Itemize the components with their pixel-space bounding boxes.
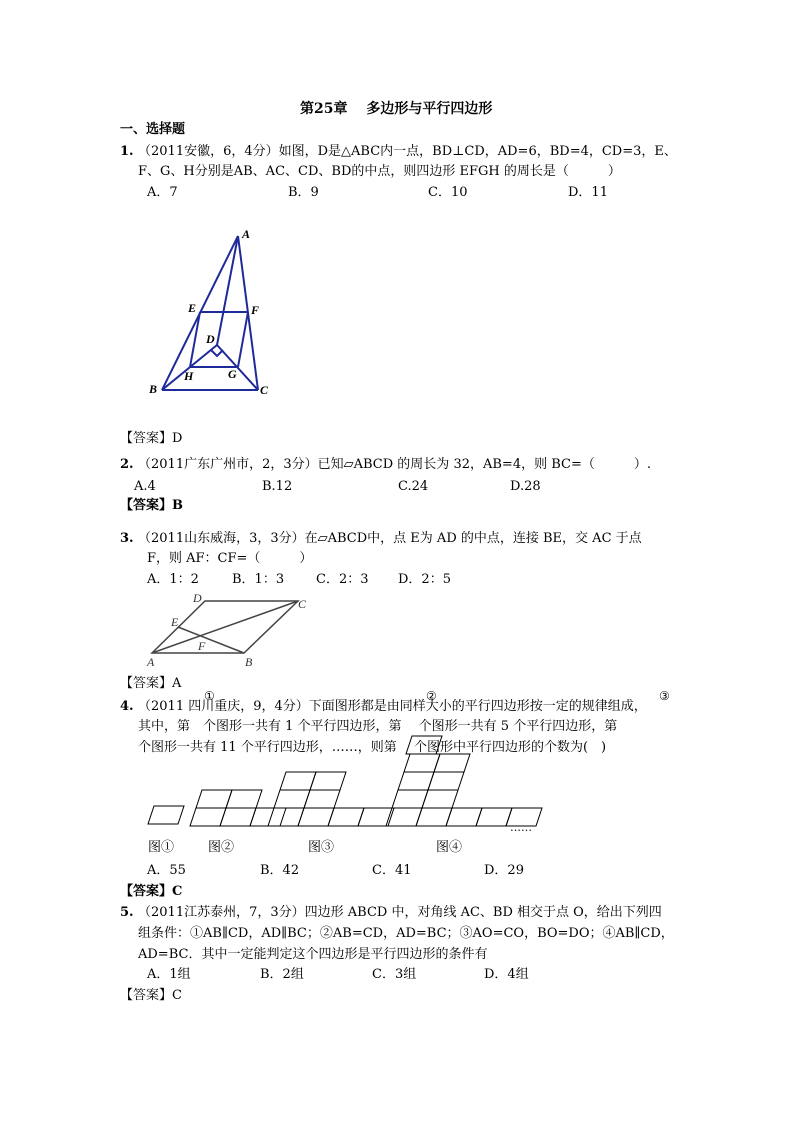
q2-answer: 【答案】B bbox=[120, 498, 183, 513]
q3-label-f: F bbox=[198, 639, 206, 653]
q3-option-c: C．2：3 bbox=[316, 572, 369, 587]
q2-option-b: B.12 bbox=[262, 479, 293, 494]
q4-answer: 【答案】C bbox=[120, 884, 183, 899]
q1-option-c: C．10 bbox=[428, 185, 468, 200]
q5-stem-line1: （2011江苏泰州，7，3分）四边形 ABCD 中，对角线 AC、BD 相交于点 O，给出下列四 bbox=[138, 905, 662, 920]
pattern-parallelogram bbox=[250, 808, 286, 826]
pattern-parallelogram bbox=[422, 790, 458, 808]
page-title: 第25章 多边形与平行四边形 bbox=[300, 101, 493, 117]
q3-option-d: D．2：5 bbox=[398, 572, 451, 587]
q1-label-a: A bbox=[242, 227, 251, 241]
q4-option-c: C．41 bbox=[372, 863, 412, 878]
q4-stem-line1: （2011 四川重庆，9，4分）下面图形都是由同样大小的平行四边形按一定的规律组成， bbox=[138, 699, 647, 714]
q4-number: 4. bbox=[120, 699, 134, 714]
q2-option-c: C.24 bbox=[398, 479, 429, 494]
q3-label-d: D bbox=[193, 591, 202, 605]
q3-stem-line1: （2011山东威海，3，3分）在▱ABCD中，点 E为 AD 的中点，连接 BE，交 AC 于点 bbox=[138, 531, 642, 546]
q1-option-a: A．7 bbox=[147, 185, 178, 200]
q4-circled-3: ③ bbox=[659, 689, 670, 703]
pattern-parallelogram bbox=[304, 790, 340, 808]
q3-option-a: A．1：2 bbox=[147, 572, 199, 587]
pattern-parallelogram bbox=[148, 806, 184, 824]
pattern-parallelogram bbox=[428, 772, 464, 790]
section-heading: 一、选择题 bbox=[120, 122, 186, 137]
pattern-parallelogram bbox=[434, 754, 470, 772]
q1-stem-line1: （2011安徽，6，4分）如图，D是△ABC内一点，BD⊥CD，AD=6，BD=4，CD=3，E、 bbox=[138, 144, 677, 159]
pattern-parallelogram bbox=[310, 772, 346, 790]
q5-number: 5. bbox=[120, 905, 134, 920]
q4-caption-3: 图③ bbox=[308, 840, 335, 855]
q4-option-a: A．55 bbox=[147, 863, 186, 878]
q4-circled-2: ② bbox=[426, 689, 437, 703]
q1-option-d: D．11 bbox=[568, 185, 608, 200]
q1-label-d: D bbox=[206, 332, 215, 346]
q4-caption-2: 图② bbox=[208, 840, 235, 855]
q3-label-c: C bbox=[298, 597, 307, 611]
q4-ellipsis: …… bbox=[510, 821, 532, 834]
q1-label-b: B bbox=[149, 382, 158, 396]
q1-label-e: E bbox=[188, 301, 197, 315]
q3-number: 3. bbox=[120, 531, 134, 546]
q3-label-e: E bbox=[171, 615, 179, 629]
q1-number: 1. bbox=[120, 144, 134, 159]
q1-stem-line2: F、G、H分别是AB、AC、CD、BD的中点，则四边形 EFGH 的周长是（ ） bbox=[138, 164, 621, 179]
q1-label-g: G bbox=[228, 367, 237, 381]
q4-caption-1: 图① bbox=[148, 840, 175, 855]
q4-caption-4: 图④ bbox=[436, 840, 463, 855]
q4-stem-line3: 个图形一共有 11 个平行四边形，……，则第 个图形中平行四边形的个数为( ) bbox=[138, 740, 607, 755]
pattern-parallelogram bbox=[226, 790, 262, 808]
q3-stem-line2: F，则 AF：CF=（ ） bbox=[147, 551, 313, 566]
q1-label-c: C bbox=[260, 383, 269, 397]
q4-option-d: D．29 bbox=[484, 863, 524, 878]
q2-option-a: A.4 bbox=[134, 479, 156, 494]
q5-option-a: A．1组 bbox=[147, 967, 191, 982]
q1-label-f: F bbox=[251, 303, 260, 317]
q1-option-b: B．9 bbox=[288, 185, 319, 200]
q3-label-b: B bbox=[245, 655, 253, 669]
q4-stem-line2: 其中，第 个图形一共有 1 个平行四边形，第 个图形一共有 5 个平行四边形，第 bbox=[138, 719, 618, 734]
q2-stem-line1: （2011广东广州市，2，3分）已知▱ABCD 的周长为 32，AB=4，则 BC=（ ）. bbox=[138, 457, 651, 472]
q1-label-h: H bbox=[184, 369, 194, 383]
q3-option-b: B．1：3 bbox=[232, 572, 285, 587]
q5-option-c: C．3组 bbox=[372, 967, 417, 982]
q2-number: 2. bbox=[120, 457, 134, 472]
q4-option-b: B．42 bbox=[260, 863, 300, 878]
pattern-parallelogram bbox=[406, 736, 442, 754]
q2-option-d: D.28 bbox=[510, 479, 541, 494]
q3-answer: 【答案】A bbox=[120, 676, 182, 691]
q5-stem-line2: 组条件：①AB∥CD，AD∥BC；②AB=CD，AD=BC；③AO=CO，BO=DO；④AB∥CD， bbox=[138, 926, 674, 941]
q5-option-b: B．2组 bbox=[260, 967, 304, 982]
q5-option-d: D．4组 bbox=[484, 967, 529, 982]
q1-answer: 【答案】D bbox=[120, 431, 183, 446]
q5-stem-line3: AD=BC．其中一定能判定这个四边形是平行四边形的条件有 bbox=[138, 947, 488, 962]
q3-label-a: A bbox=[147, 655, 155, 669]
q4-circled-1: ① bbox=[204, 689, 215, 703]
q5-answer: 【答案】C bbox=[120, 988, 182, 1003]
